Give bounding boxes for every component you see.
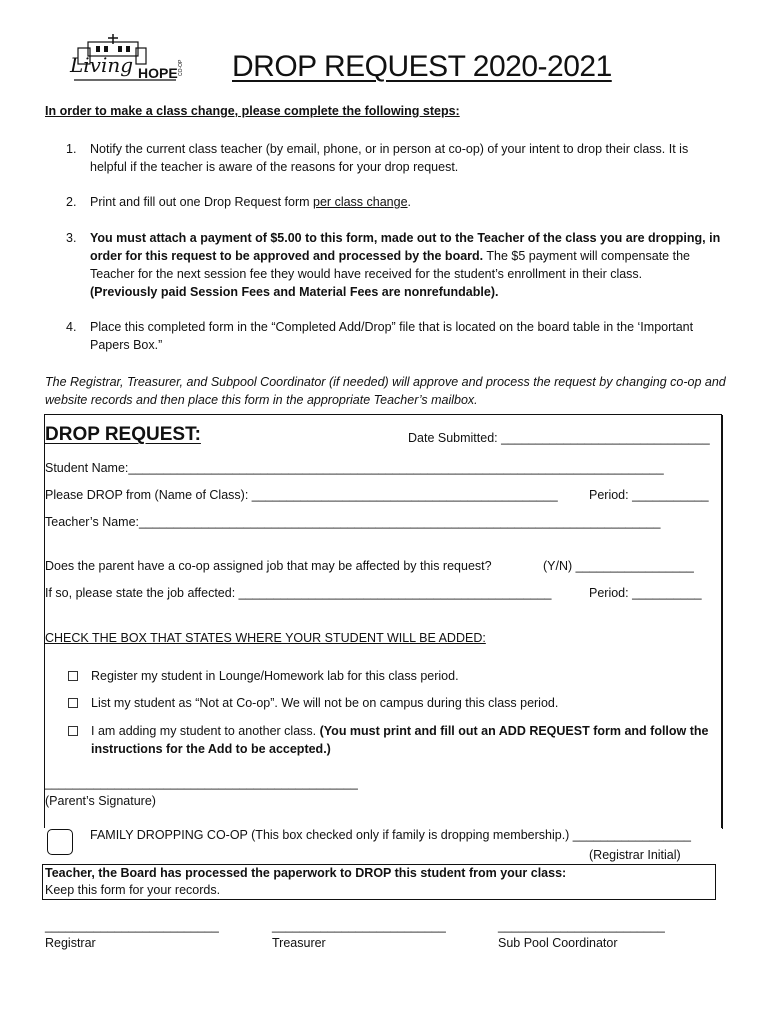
drop-class-field[interactable]: Please DROP from (Name of Class): ____________________________________________ bbox=[45, 488, 558, 502]
step-number: 2. bbox=[66, 195, 77, 209]
student-name-field[interactable]: Student Name:_____________________________________________________________________________ bbox=[45, 461, 664, 475]
teacher-notice-text: Keep this form for your records. bbox=[45, 883, 221, 897]
step-number: 3. bbox=[66, 231, 77, 245]
nonrefundable-note: (Previously paid Session Fees and Material Fees are nonrefundable). bbox=[90, 285, 499, 299]
registrar-note: The Registrar, Treasurer, and Subpool Coordinator (if needed) will approve and process the request by changing co-op and website records and then place this form in the appropriate Teacher’s mailbox. bbox=[45, 375, 726, 407]
form-heading: DROP REQUEST: bbox=[45, 424, 201, 445]
per-class-change-text: per class change bbox=[313, 195, 408, 209]
checkbox[interactable] bbox=[68, 671, 78, 681]
logo-living-text: Living bbox=[70, 53, 134, 77]
treasurer-signature-line[interactable]: _________________________ bbox=[272, 919, 446, 933]
family-dropping-checkbox[interactable] bbox=[47, 829, 73, 855]
registrar-label: Registrar bbox=[45, 936, 96, 950]
logo-hope-text: HOPE bbox=[138, 65, 178, 81]
checkbox[interactable] bbox=[68, 698, 78, 708]
option-text: List my student as “Not at Co-op”. We will not be on campus during this class period. bbox=[91, 696, 559, 710]
step-number: 4. bbox=[66, 320, 77, 334]
job-affected-field[interactable]: If so, please state the job affected: _____________________________________________ bbox=[45, 586, 552, 600]
step-number: 1. bbox=[66, 142, 77, 156]
living-hope-logo bbox=[66, 34, 192, 86]
payment-requirement: You must attach a payment of $5.00 to this form, made out to the Teacher of the class you are dropping, in order for this request to be approved and processed by the board. bbox=[90, 231, 721, 263]
option-text bbox=[91, 722, 718, 758]
teacher-name-field[interactable]: Teacher’s Name:___________________________________________________________________________ bbox=[45, 515, 661, 529]
date-submitted-field[interactable]: Date Submitted: ______________________________ bbox=[408, 431, 710, 445]
job-question: Does the parent have a co-op assigned job that may be affected by this request? bbox=[45, 559, 492, 573]
check-box-heading: CHECK THE BOX THAT STATES WHERE YOUR STUDENT WILL BE ADDED: bbox=[45, 631, 486, 645]
registrar-initial-label: (Registrar Initial) bbox=[589, 848, 681, 862]
intro-heading: In order to make a class change, please complete the following steps: bbox=[45, 104, 460, 118]
checkbox[interactable] bbox=[68, 726, 78, 736]
option-text-normal: I am adding my student to another class. bbox=[91, 724, 320, 738]
step-3 bbox=[66, 229, 721, 301]
step-1 bbox=[66, 140, 721, 176]
step-text-post: . bbox=[407, 195, 412, 209]
add-request-note: (You must print and fill out an ADD REQUEST form and follow the instructions for the Add to be accepted.) bbox=[91, 724, 709, 756]
teacher-notice-heading: Teacher, the Board has processed the paperwork to DROP this student from your class: bbox=[45, 866, 567, 880]
period-field-2[interactable]: Period: __________ bbox=[589, 586, 702, 600]
step-text bbox=[90, 193, 721, 211]
family-dropping-text: FAMILY DROPPING CO-OP (This box checked only if family is dropping membership.) _________________ bbox=[90, 828, 691, 842]
option-another-class bbox=[68, 722, 718, 758]
step-text bbox=[90, 229, 721, 301]
step-text: Place this completed form in the “Completed Add/Drop” file that is located on the board table in the ‘Important Papers Box.” bbox=[90, 320, 694, 352]
subpool-signature-line[interactable]: ________________________ bbox=[498, 919, 665, 933]
treasurer-label: Treasurer bbox=[272, 936, 326, 950]
parent-signature-label: (Parent’s Signature) bbox=[45, 794, 156, 808]
registrar-signature-line[interactable]: _________________________ bbox=[45, 919, 219, 933]
step-text: Notify the current class teacher (by email, phone, or in person at co-op) of your intent to drop their class. It is helpful if the teacher is aware of the reasons for your drop request. bbox=[90, 142, 689, 174]
subpool-label: Sub Pool Coordinator bbox=[498, 936, 618, 950]
step-text-pre: Print and fill out one Drop Request form bbox=[90, 195, 314, 209]
logo-coop-text: CO-OP bbox=[178, 59, 184, 76]
option-not-at-coop bbox=[68, 694, 718, 712]
parent-signature-line[interactable]: _____________________________________________ bbox=[45, 776, 358, 790]
option-lounge bbox=[68, 667, 718, 685]
drop-request-form-box bbox=[44, 414, 722, 828]
option-text: Register my student in Lounge/Homework lab for this class period. bbox=[91, 669, 459, 683]
period-field[interactable]: Period: ___________ bbox=[589, 488, 709, 502]
yn-field[interactable]: (Y/N) _________________ bbox=[543, 559, 694, 573]
step-4 bbox=[66, 318, 721, 354]
payment-explanation: The $5 payment will compensate the Teacher for the next session fee they would have received for the student’s enrollment in their class. bbox=[90, 249, 690, 281]
page-title: DROP REQUEST 2020-2021 bbox=[232, 50, 612, 83]
step-2 bbox=[66, 193, 721, 211]
